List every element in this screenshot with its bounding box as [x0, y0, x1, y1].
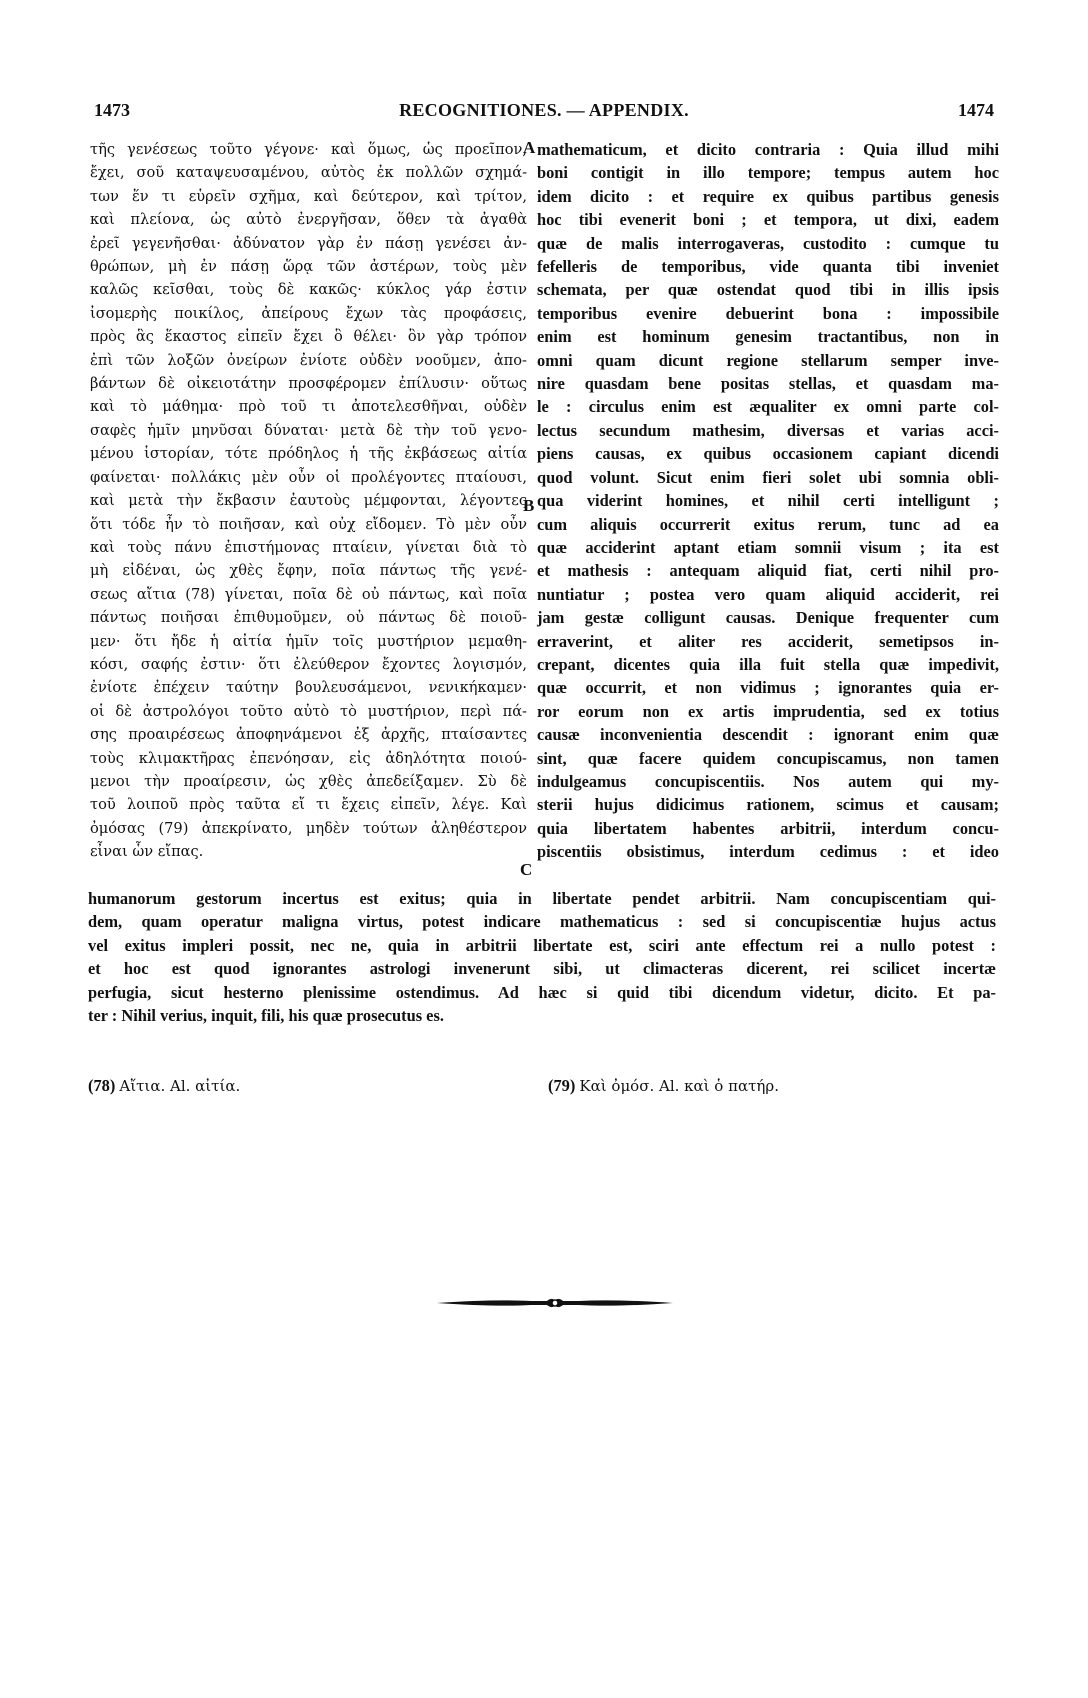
latin-text-line: erraverint, et aliter res acciderit, semetipsos in- [537, 631, 999, 651]
greek-text-line: ἐρεῖ γεγενῆσθαι· ἀδύνατον γὰρ ἐν πάσῃ γενέσει ἀν- [90, 234, 527, 252]
ornament-divider [435, 1290, 675, 1316]
latin-text-line: fefelleris de temporibus, vide quanta tibi inveniet [537, 257, 999, 277]
latin-text-line: quæ occurrit, et non vidimus ; ignorantes quia er- [537, 678, 999, 698]
latin-text-line: et mathesis : antequam aliquid fiat, certi nihil pro- [537, 561, 999, 581]
footnote-78-number: (78) [88, 1076, 116, 1095]
greek-text-line: πάντως ποιῆσαι ἐπιθυμοῦμεν, οὐ πάντως δὲ ποιοῦ- [90, 609, 527, 627]
greek-text-line: ἔχει, σοῦ καταψευσαμένου, αὐτὸς ἐκ πολλῶν σχημά- [90, 164, 527, 182]
greek-text-line: καὶ τὸ μάθημα· πρὸ τοῦ τι ἀποτελεσθῆναι, οὐδὲν [90, 398, 527, 416]
latin-text-line: hoc tibi evenerit boni ; et tempora, ut dixi, eadem [537, 210, 999, 230]
latin-column [537, 138, 999, 864]
greek-text-line: των ἕν τι εὑρεῖν σχῆμα, καὶ δεύτερον, καὶ τρίτον, [90, 187, 527, 205]
latin-text-line: le : circulus enim est æqualiter ex omni parte col- [537, 397, 999, 417]
latin-text-line: idem dicito : et require ex quibus partibus genesis [537, 186, 999, 206]
greek-text-line: θρώπων, μὴ ἐν πάσῃ ὥρᾳ τῶν ἀστέρων, τοὺς μὲν [90, 258, 527, 276]
latin-text-line: crepant, dicentes quia illa fuit stella quæ impedivit, [537, 654, 999, 674]
greek-text-line: καλῶς κεῖσθαι, τοὺς δὲ κακῶς· κύκλος γάρ ἐστιν [90, 281, 527, 299]
latin-text-line: boni contigit in illo tempore; tempus autem hoc [537, 163, 999, 183]
margin-marker-a: A [523, 138, 536, 157]
latin-text-line: quæ acciderint aptant etiam somnii visum ; ita est [537, 537, 999, 557]
greek-text-line: τῆς γενέσεως τοῦτο γέγονε· καὶ ὅμως, ὡς προεῖπον, [90, 141, 527, 158]
full-text-line: et hoc est quod ignorantes astrologi invenerunt sibi, ut climacteras dicerent, rei scilicet incertæ [88, 959, 996, 979]
greek-text-line: ὀμόσας (79) ἀπεκρίνατο, μηδὲν τούτων ἀληθέστερον [90, 819, 527, 837]
margin-marker-c: C [520, 860, 533, 879]
latin-text-line: quod volunt. Sicut enim fieri solet ubi somnia obli- [537, 467, 999, 487]
greek-text-line: μὴ εἰδέναι, ὡς χθὲς ἔφην, ποῖα πάντως τῆς γενέ- [90, 562, 527, 580]
greek-text-line: σαφὲς ἡμῖν μηνῦσαι δύναται· μετὰ δὲ τὴν τοῦ γενο- [90, 421, 527, 439]
greek-text-line: μεν· ὅτι ἤδε ἡ αἰτία ἡμῖν τοῖς μυστήριον μεμαθη- [90, 632, 527, 650]
latin-text-line: ror eorum non ex artis imprudentia, sed ex totius [537, 701, 999, 721]
full-text-line: dem, quam operatur maligna virtus, potest indicare mathematicus : sed si concupiscentiæ hujus actus [88, 912, 996, 932]
latin-text-line: sint, quæ facere quidem concupiscamus, non tamen [537, 748, 999, 768]
greek-text-line: σεως αἴτια (78) γίνεται, ποῖα δὲ οὐ πάντως, καὶ ποῖα [90, 585, 527, 603]
greek-text-line: πρὸς ἃς ἕκαστος εἰπεῖν ἔχει ὃ θέλει· ὃν γὰρ τρόπον [90, 328, 527, 346]
latin-text-line: nire quasdam bene positas stellas, et quasdam ma- [537, 374, 999, 394]
margin-marker-b: B [523, 496, 535, 515]
greek-text-line: ἰσομερὴς ποικίλος, ἀπείρους ἔχων τὰς προφάσεις, [90, 304, 527, 322]
page-number-right: 1474 [958, 100, 994, 120]
greek-text-line: ἐπὶ τῶν λοξῶν ὀνείρων ἐνίοτε οὐδὲν νοοῦμεν, ἀπο- [90, 351, 527, 369]
greek-text-line: μένου ἱστορίαν, τότε πρόδηλος ἡ τῆς ἐκβάσεως αἰτία [90, 445, 527, 463]
latin-text-line: schemata, per quæ ostendat quod tibi in illis ipsis [537, 280, 999, 300]
latin-text-line: jam gestæ colligunt causas. Denique frequenter cum [537, 608, 999, 628]
greek-text-line: εἶναι ὧν εἴπας. [90, 843, 204, 861]
greek-text-line: καὶ πλείονα, ὡς αὐτὸ ἐνεργῆσαν, ὅθεν τὰ ἀγαθὰ [90, 211, 527, 229]
greek-text-line: μενοι τὴν προαίρεσιν, ὡς χθὲς ἀπεδείξαμεν. Σὺ δὲ [90, 772, 527, 790]
latin-text-line: causæ inconvenientia descendit : ignorant enim quæ [537, 725, 999, 745]
latin-text-line: cum aliquis occurrerit exitus rerum, tunc ad ea [537, 514, 999, 534]
latin-text-line: piens causas, ex quibus occasionem capiant dicendi [537, 444, 999, 464]
footnote-79-number: (79) [548, 1076, 576, 1095]
latin-text-line: enim est hominum genesim tractantibus, non in [537, 327, 999, 347]
footnote-78 [88, 1076, 240, 1096]
greek-text-line: ὅτι τόδε ἦν τὸ ποιῆσαν, καὶ οὐχ εἴδομεν. Τὸ μὲν οὖν [90, 515, 527, 533]
latin-text-line: sterii hujus didicimus rationem, scimus et causam; [537, 795, 999, 815]
greek-text-line: καὶ τοὺς πάνυ ἐπιστήμονας πταίειν, γίνεται διὰ τὸ [90, 538, 527, 556]
footnote-79 [548, 1076, 779, 1096]
full-text-line: perfugia, sicut hesterno plenissime ostendimus. Ad hæc si quid tibi dicendum videtur, dicito. Et pa- [88, 982, 996, 1002]
greek-text-line: φαίνεται· πολλάκις μὲν οὖν οἱ προλέγοντες πταίουσι, [90, 468, 527, 486]
latin-text-line: quæ de malis interrogaveras, custodito : cumque tu [537, 233, 999, 253]
footnote-78-text: Αἴτια. Al. αἰτία. [119, 1077, 241, 1095]
latin-text-line: quia libertatem habentes arbitrii, interdum concu- [537, 818, 999, 838]
running-header [94, 100, 994, 130]
footnote-79-text: Καὶ ὀμόσ. Al. καὶ ὁ πατήρ. [579, 1077, 779, 1095]
greek-text-line: τοῦ λοιποῦ πρὸς ταῦτα εἴ τι ἔχεις εἰπεῖν, λέγε. Καὶ [90, 796, 527, 814]
latin-text-line: indulgeamus concupiscentiis. Nos autem qui my- [537, 771, 999, 791]
greek-text-line: ἐνίοτε ἐπέχειν ταύτην βουλευσάμενοι, νενικήκαμεν· [90, 679, 527, 697]
greek-text-line: σης προαιρέσεως ἀποφηνάμενοι ἐξ ἀρχῆς, πταίσαντες [90, 726, 527, 744]
latin-text-line: piscentiis obsistimus, interdum cedimus : et ideo [537, 842, 999, 862]
running-title: RECOGNITIONES. — APPENDIX. [399, 100, 689, 120]
latin-text-line: temporibus evenire debuerint bona : impossibile [537, 303, 999, 323]
full-width-text [88, 887, 996, 1027]
latin-text-line: omni quam dicunt regione stellarum semper inve- [537, 350, 999, 370]
full-text-line: humanorum gestorum incertus est exitus; quia in libertate pendet arbitrii. Nam concupiscentiam qui- [88, 889, 996, 908]
page-number-left: 1473 [94, 100, 130, 120]
latin-text-line: qua viderint homines, et nihil certi intelligunt ; [537, 491, 999, 511]
latin-text-line: lectus secundum mathesim, diversas et varias acci- [537, 420, 999, 440]
latin-text-line: nuntiatur ; postea vero quam aliquid acciderit, rei [537, 584, 999, 604]
greek-text-line: οἱ δὲ ἀστρολόγοι τοῦτο αὐτὸ τὸ μυστήριον, περὶ πά- [90, 702, 527, 720]
greek-text-line: καὶ μετὰ τὴν ἔκβασιν ἑαυτοὺς μέμφονται, λέγοντες [90, 492, 527, 510]
greek-text-line: βάντων δὲ οἰκειοτάτην προσφέρομεν ἐπίλυσιν· οὕτως [90, 375, 527, 393]
greek-column [90, 138, 527, 864]
latin-text-line: mathematicum, et dicito contraria : Quia illud mihi [537, 140, 999, 159]
full-text-line: vel exitus impleri possit, nec ne, quia in arbitrii libertate est, sciri ante effectum rei a nullo potest : [88, 935, 996, 955]
full-text-line: ter : Nihil verius, inquit, fili, his quæ prosecutus es. [88, 1006, 444, 1026]
greek-text-line: κόσι, σαφής ἐστιν· ὅτι ἐλεύθερον ἔχοντες λογισμόν, [90, 655, 527, 673]
greek-text-line: τοὺς κλιμακτῆρας ἐπενόησαν, εἰς ἀδηλότητα ποιού- [90, 749, 527, 767]
